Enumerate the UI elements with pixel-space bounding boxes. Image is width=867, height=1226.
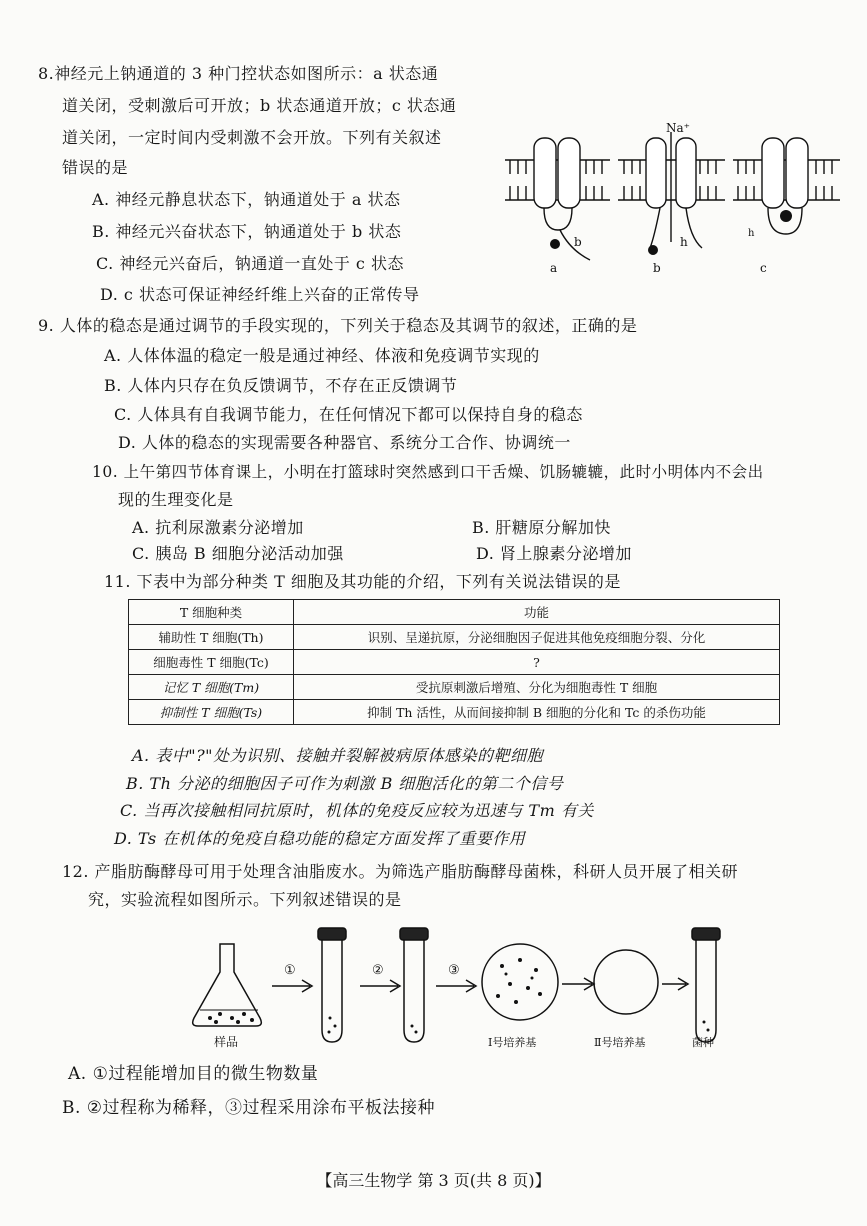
- arrow-icon: [272, 980, 312, 992]
- step-3-label: ③: [448, 963, 460, 978]
- t-cell-table: [128, 599, 780, 725]
- q9-option-a: A. 人体体温的稳定一般是通过神经、体液和免疫调节实现的: [104, 346, 540, 365]
- q8-stem-line-2: 道关闭，受刺激后可开放；b 状态通道开放；c 状态通: [62, 96, 457, 115]
- q11-option-a: A. 表中"?"处为识别、接触并裂解被病原体感染的靶细胞: [132, 746, 544, 765]
- q10-option-a: A. 抗利尿激素分泌增加: [132, 518, 304, 537]
- table-cell: 细胞毒性 T 细胞(Tc): [129, 650, 294, 675]
- q8-stem-line-4: 错误的是: [62, 158, 129, 177]
- arrow-icon: [662, 978, 688, 990]
- q11-stem: 11. 下表中为部分种类 T 细胞及其功能的介绍，下列有关说法错误的是: [104, 572, 621, 591]
- q9-option-b: B. 人体内只存在负反馈调节，不存在正反馈调节: [104, 376, 458, 395]
- table-header-cell-type: T 细胞种类: [129, 600, 294, 625]
- flask-icon: [193, 944, 262, 1026]
- gate-ball-c: [780, 210, 792, 222]
- table-cell: 记忆 T 细胞(Tm): [129, 675, 294, 700]
- arrow-icon: [436, 980, 476, 992]
- test-tube-icon: [696, 938, 716, 1042]
- membrane-b: [618, 132, 725, 248]
- arrow-icon: [360, 980, 400, 992]
- q8-stem-line-1: 8.神经元上钠通道的 3 种门控状态如图所示：a 状态通: [38, 64, 439, 83]
- table-row: [129, 675, 780, 700]
- screening-flow-diagram: [190, 922, 730, 1050]
- q10-option-d: D. 肾上腺素分泌增加: [476, 544, 632, 563]
- gate-ball-a: [550, 239, 560, 249]
- state-b-label: b: [653, 261, 661, 275]
- q8-option-c: C. 神经元兴奋后，钠通道一直处于 c 状态: [96, 254, 404, 273]
- q8-option-a: A. 神经元静息状态下，钠通道处于 a 状态: [92, 190, 401, 209]
- sample-label: 样品: [214, 1035, 239, 1049]
- state-a-label: a: [550, 261, 558, 275]
- q10-option-b: B. 肝糖原分解加快: [472, 518, 611, 537]
- table-header-row: [129, 600, 780, 625]
- medium-2-label: Ⅱ号培养基: [594, 1036, 646, 1049]
- q11-option-c: C. 当再次接触相同抗原时，机体的免疫反应较为迅速与 Tm 有关: [120, 801, 594, 820]
- q8-option-b: B. 神经元兴奋状态下，钠通道处于 b 状态: [92, 222, 402, 241]
- q10-option-c: C. 胰岛 B 细胞分泌活动加强: [132, 544, 344, 563]
- q9-option-c: C. 人体具有自我调节能力，在任何情况下都可以保持自身的稳态: [114, 405, 583, 424]
- q12-option-b: B. ②过程称为稀释，③过程采用涂布平板法接种: [62, 1098, 436, 1118]
- strain-label: 菌种: [692, 1036, 714, 1049]
- q12-stem-line-1: 12. 产脂肪酶酵母可用于处理含油脂废水。为筛选产脂肪酶酵母菌株，科研人员开展了相关研: [62, 862, 739, 881]
- q11-option-d: D. Ts 在机体的免疫自稳功能的稳定方面发挥了重要作用: [114, 829, 526, 848]
- table-row: [129, 700, 780, 725]
- table-cell: 辅助性 T 细胞(Th): [129, 625, 294, 650]
- petri-dish-2-icon: [594, 950, 658, 1014]
- test-tube-icon: [322, 938, 342, 1042]
- gate-b-label: b: [574, 235, 582, 249]
- test-tube-icon: [404, 938, 424, 1042]
- q11-option-b: B. Th 分泌的细胞因子可作为刺激 B 细胞活化的第二个信号: [126, 774, 564, 793]
- table-cell: 抑制 Th 活性，从而间接抑制 B 细胞的分化和 Tc 的杀伤功能: [294, 700, 780, 725]
- gate-h-label: h: [680, 235, 688, 249]
- page-footer: 【高三生物学 第 3 页(共 8 页)】: [316, 1171, 551, 1190]
- table-cell: 受抗原刺激后增殖、分化为细胞毒性 T 细胞: [294, 675, 780, 700]
- gate-ball-b: [648, 245, 658, 255]
- q12-option-a: A. ①过程能增加目的微生物数量: [68, 1064, 319, 1084]
- sodium-channel-diagram: [500, 120, 845, 280]
- q9-stem: 9. 人体的稳态是通过调节的手段实现的，下列关于稳态及其调节的叙述，正确的是: [38, 316, 638, 335]
- step-1-label: ①: [284, 963, 296, 978]
- q10-stem-line-2: 现的生理变化是: [118, 490, 234, 509]
- table-cell: ?: [294, 650, 780, 675]
- sodium-ion-label: Na⁺: [666, 121, 690, 135]
- table-cell: 识别、呈递抗原，分泌细胞因子促进其他免疫细胞分裂、分化: [294, 625, 780, 650]
- step-2-label: ②: [372, 963, 384, 978]
- q12-stem-line-2: 究，实验流程如图所示。下列叙述错误的是: [88, 890, 402, 909]
- q8-option-d: D. c 状态可保证神经纤维上兴奋的正常传导: [100, 285, 420, 304]
- table-row: [129, 650, 780, 675]
- table-row: [129, 625, 780, 650]
- gate-h-label-c: h: [748, 228, 755, 239]
- table-header-cell-function: 功能: [294, 600, 780, 625]
- state-c-label: c: [760, 261, 767, 275]
- q8-stem-line-3: 道关闭，一定时间内受刺激不会开放。下列有关叙述: [62, 128, 442, 147]
- q9-option-d: D. 人体的稳态的实现需要各种器官、系统分工合作、协调统一: [118, 433, 571, 452]
- q10-stem-line-1: 10. 上午第四节体育课上，小明在打篮球时突然感到口干舌燥、饥肠辘辘，此时小明体内不会出: [92, 463, 764, 481]
- petri-dish-1-icon: [482, 944, 558, 1020]
- table-cell: 抑制性 T 细胞(Ts): [129, 700, 294, 725]
- arrow-icon: [562, 978, 594, 990]
- medium-1-label: Ⅰ号培养基: [488, 1036, 537, 1049]
